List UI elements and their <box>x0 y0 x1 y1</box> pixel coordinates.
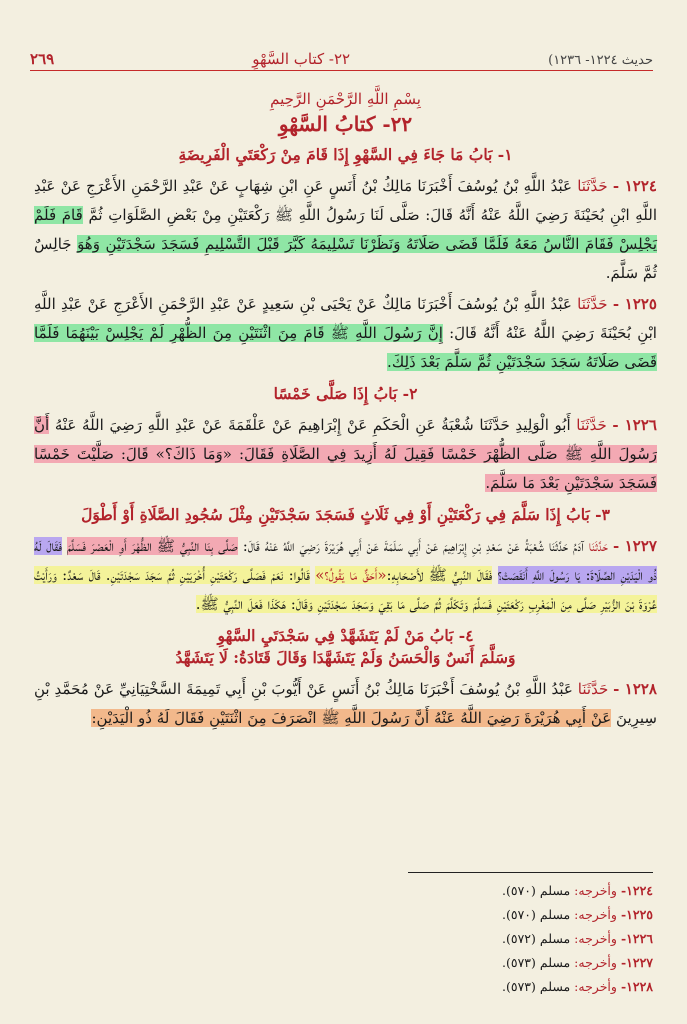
hadith-text: عَبْدُ اللَّهِ بْنُ يُوسُفَ أَخْبَرَنَا مَالِكُ بْنُ أَنَسٍ عَنِ ابْنِ شِهَابٍ عَنْ عَبْدِ الرَّحْمَنِ الأَعْرَجِ عَنْ عَبْدِ اللَّهِ ابْنِ بُحَيْنَةَ رَضِيَ اللَّهُ عَنْهُ أَنَّهُ قَالَ: صَلَّى لَنَا رَسُولُ اللَّهِ ﷺ رَكْعَتَيْنِ مِنْ بَعْضِ الصَّلَوَاتِ ثُمَّ <box>34 177 657 224</box>
footnote-number: ١٢٢٤- <box>620 883 653 898</box>
chapter-heading-4 <box>34 625 657 669</box>
hadith-1225 <box>34 290 657 377</box>
hadith-number: ١٢٢٥ - <box>612 295 657 313</box>
highlighted-text: قَامَ فَلَمْ يَجْلِسْ فَقَامَ النَّاسُ مَعَهُ فَلَمَّا قَضَى صَلَاتَهُ وَنَظَرْنَا تَسْلِيمَهُ كَبَّرَ قَبْلَ التَّسْلِيمِ فَسَجَدَ سَجْدَتَيْنِ وَهُوَ <box>34 206 657 253</box>
hadith-text: آدَمُ حَدَّثَنَا شُعْبَةُ عَنْ سَعْدِ بْنِ إِبْرَاهِيمَ عَنْ أَبِي سَلَمَةَ عَنْ أَبِي هُرَيْرَةَ رَضِيَ اللَّهُ عَنْهُ قَالَ: <box>242 537 584 555</box>
footnote-text: مسلم (٥٧٠). <box>502 907 571 922</box>
footnote-label: وأخرجه: <box>574 883 617 898</box>
highlighted-text-yellow: فَقَالَ النَّبِيُّ ﷺ لأَصْحَابِهِ: <box>386 566 493 584</box>
highlighted-text: عَنْ أَبِي هُرَيْرَةَ رَضِيَ اللَّهُ عَنْهُ أَنَّ رَسُولَ اللَّهِ ﷺ انْصَرَفَ مِنَ اثْنَتَيْنِ فَقَالَ لَهُ ذُو الْيَدَيْنِ: <box>91 709 612 727</box>
narration-word: حَدَّثَنَا <box>577 295 608 313</box>
footnotes <box>408 872 653 999</box>
highlighted-text-purple: فَقَالَ لَهُ ذُو الْيَدَيْنِ الصَّلَاةَ: يَا رَسُولَ اللَّهِ أَنَقَصَتْ؟ <box>34 537 657 584</box>
footnote-number: ١٢٢٧- <box>620 955 653 970</box>
chapter-subtitle: وَسَلَّمَ أَنَسٌ وَالْحَسَنُ وَلَمْ يَتَشَهَّدَا وَقَالَ قَتَادَةُ: لَا يَتَشَهَّدُ <box>175 648 516 667</box>
hadith-number: ١٢٢٧ - <box>613 537 657 555</box>
footnote <box>408 975 653 999</box>
narration-word: حَدَّثَنَا <box>577 680 609 698</box>
hadith-text: أَبُو الْوَلِيدِ حَدَّثَنَا شُعْبَةُ عَنِ الْحَكَمِ عَنْ إِبْرَاهِيمَ عَنْ عَلْقَمَةَ عَنْ عَبْدِ اللَّهِ رَضِيَ اللَّهُ عَنْهُ <box>54 416 571 434</box>
footnote-number: ١٢٢٥- <box>620 907 653 922</box>
hadith-range: حديث ١٢٢٤- ١٢٣٦) <box>548 53 653 68</box>
footnote-label: وأخرجه: <box>574 979 617 994</box>
highlighted-text-yellow: قَالُوا: نَعَمْ فَصَلَّى رَكْعَتَيْنِ أُخْرَيَيْنِ ثُمَّ سَجَدَ سَجْدَتَيْنِ. قَالَ سَعْدٌ: وَرَأَيْتُ عُرْوَةَ بْنَ الزُّبَيْرِ صَلَّى مِنَ الْمَغْرِبِ رَكْعَتَيْنِ فَسَلَّمَ وَتَكَلَّمَ ثُمَّ صَلَّى مَا بَقِيَ وَسَجَدَ سَجْدَتَيْنِ وَقَالَ: هَكَذَا فَعَلَ النَّبِيُّ ﷺ. <box>34 566 657 613</box>
running-book-title: ٢٢- كتاب السَّهْوِ <box>252 50 351 68</box>
chapter-heading-2: ٢- بَابُ إِذَا صَلَّى خَمْسًا <box>273 384 418 403</box>
footnote-text: مسلم (٥٧٣). <box>502 955 571 970</box>
footnote-text: مسلم (٥٧٣). <box>502 979 571 994</box>
hadith-number: ١٢٢٦ - <box>612 416 657 434</box>
book-title: ٢٢- كتابُ السَّهْوِ <box>278 112 413 136</box>
footnote <box>408 879 653 903</box>
highlighted-text: إِنَّ رَسُولَ اللَّهِ ﷺ قَامَ مِنَ اثْنَتَيْنِ مِنَ الظُّهْرِ لَمْ يَجْلِسْ بَيْنَهُمَا فَلَمَّا قَضَى صَلَاتَهُ سَجَدَ سَجْدَتَيْنِ ثُمَّ سَلَّمَ بَعْدَ ذَلِكَ. <box>34 324 657 371</box>
hadith-1227 <box>34 532 657 619</box>
hadith-number: ١٢٢٨ - <box>613 680 657 698</box>
narration-word: حَدَّثَنَا <box>577 177 608 195</box>
hadith-text: عَبْدُ اللَّهِ بْنُ يُوسُفَ أَخْبَرَنَا مَالِكٌ عَنْ يَحْيَى بْنِ سَعِيدٍ عَنْ عَبْدِ الرَّحْمَنِ الأَعْرَجِ عَنْ عَبْدِ اللَّهِ ابْنِ بُحَيْنَةَ رَضِيَ اللَّهُ عَنْهُ أَنَّهُ قَالَ: <box>34 295 657 342</box>
footnote <box>408 951 653 975</box>
hadith-text: عَبْدُ اللَّهِ بْنُ يُوسُفَ أَخْبَرَنَا مَالِكُ بْنُ أَنَسٍ عَنْ أَيُّوبَ بْنِ أَبِي تَمِيمَةَ السَّخْتِيَانِيِّ عَنْ مُحَمَّدِ بْنِ سِيرِينَ <box>34 680 657 727</box>
footnote-text: مسلم (٥٧٢). <box>502 931 571 946</box>
hadith-1226 <box>34 411 657 498</box>
narration-word: حَدَّثَنَا <box>576 416 607 434</box>
chapter-heading-1: ١- بَابُ مَا جَاءَ فِي السَّهْوِ إِذَا قَامَ مِنْ رَكْعَتَيِ الْفَرِيضَةِ <box>178 145 513 164</box>
page-body <box>34 86 657 735</box>
footnote <box>408 903 653 927</box>
footnote-number: ١٢٢٦- <box>620 931 653 946</box>
page-number: ٢٦٩ <box>30 50 55 68</box>
prophet-quote: «أَحَقٌّ مَا يَقُولُ؟» <box>315 566 387 584</box>
footnote-label: وأخرجه: <box>574 955 617 970</box>
footnote-number: ١٢٢٨- <box>620 979 653 994</box>
footnote-label: وأخرجه: <box>574 907 617 922</box>
narration-word: حَدَّثَنَا <box>588 537 608 555</box>
footnote-label: وأخرجه: <box>574 931 617 946</box>
footnote <box>408 927 653 951</box>
basmala: بِسْمِ اللَّهِ الرَّحْمَنِ الرَّحِيمِ <box>270 90 421 108</box>
highlighted-text-pink: صَلَّى بِنَا النَّبِيُّ ﷺ الظُّهْرَ أَوِ الْعَصْرَ فَسَلَّمَ <box>67 537 238 555</box>
chapter-heading-3: ٣- بَابُ إِذَا سَلَّمَ فِي رَكْعَتَيْنِ أَوْ فِي ثَلَاثٍ فَسَجَدَ سَجْدَتَيْنِ مِثْلَ سُجُودِ الصَّلَاةِ أَوْ أَطْوَلَ <box>81 505 610 524</box>
footnote-text: مسلم (٥٧٠). <box>502 883 571 898</box>
hadith-text: جَالِسٌ ثُمَّ سَلَّمَ. <box>34 235 657 282</box>
hadith-1228 <box>34 675 657 733</box>
hadith-1224 <box>34 172 657 288</box>
page-header <box>30 40 653 71</box>
chapter-title: ٤- بَابُ مَنْ لَمْ يَتَشَهَّدْ فِي سَجْدَتَيِ السَّهْوِ <box>217 626 474 645</box>
highlighted-text: أَنَّ رَسُولَ اللَّهِ ﷺ صَلَّى الظُّهْرَ خَمْسًا فَقِيلَ لَهُ أَزِيدَ فِي الصَّلَاةِ فَقَالَ: «وَمَا ذَاكَ؟» قَالَ: صَلَّيْتَ خَمْسًا فَسَجَدَ سَجْدَتَيْنِ بَعْدَ مَا سَلَّمَ. <box>34 416 657 492</box>
hadith-number: ١٢٢٤ - <box>612 177 657 195</box>
